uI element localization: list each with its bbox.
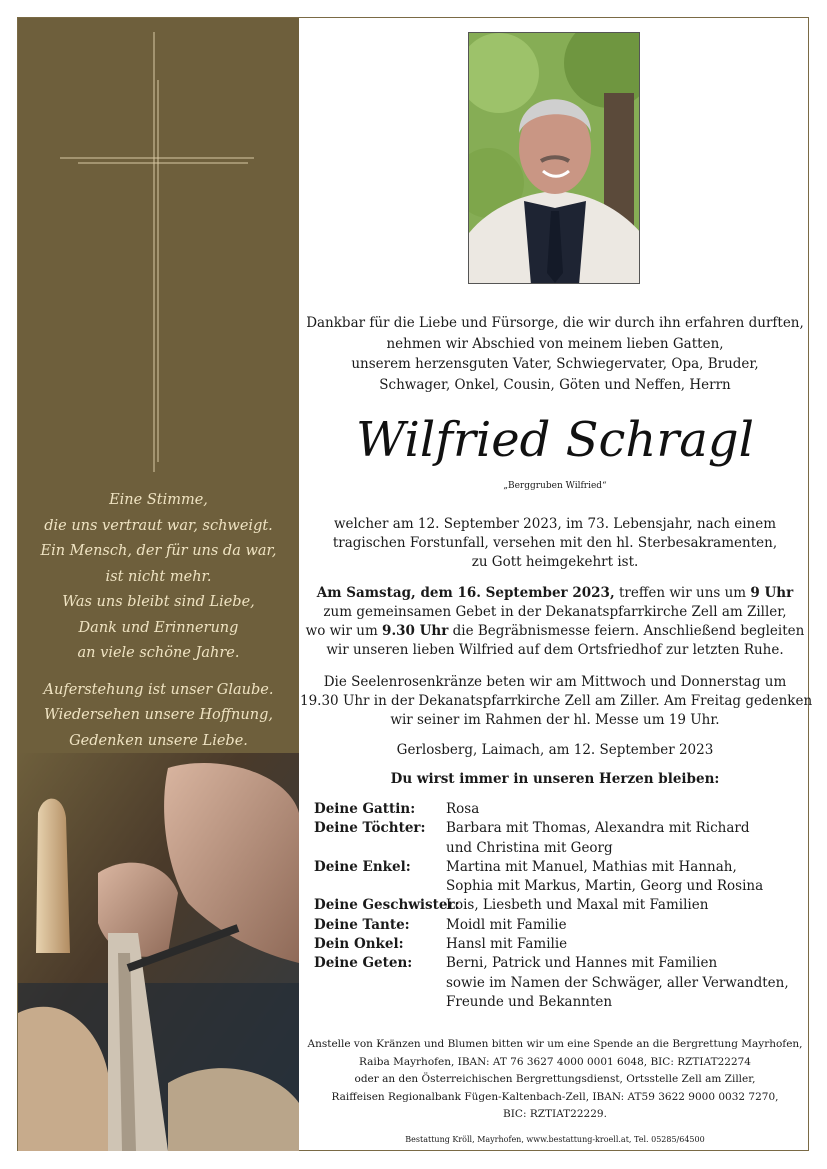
poem-stanza-2	[18, 678, 299, 755]
family-row	[314, 896, 804, 915]
family-line: Rosa	[446, 801, 480, 817]
poem-line: Auferstehung ist unser Glaube.	[43, 681, 274, 698]
donation-line: Anstelle von Kränzen und Blumen bitten wir um eine Spende an die Bergrettung Mayrhofen,	[307, 1038, 803, 1050]
funeral-line-2: zum gemeinsamen Gebet in der Dekanatspfarrkirche Zell am Ziller,	[323, 604, 787, 620]
poem-line: Ein Mensch, der für uns da war,	[40, 543, 277, 559]
family-row	[314, 954, 804, 1012]
intro-line: nehmen wir Abschied von meinem lieben Gatten,	[386, 335, 724, 352]
family-label: Deine Gattin:	[314, 801, 416, 817]
donation-line: Raiffeisen Regionalbank Fügen-Kaltenbach-Zell, IBAN: AT59 3622 9000 0032 7270,	[331, 1090, 779, 1103]
family-row	[314, 916, 804, 935]
family-row	[314, 800, 804, 819]
portrait-photo	[468, 32, 640, 284]
donation-line: BIC: RZTIAT22229.	[503, 1108, 607, 1120]
poem-line: die uns vertraut war, schweigt.	[44, 517, 273, 534]
family-label: Deine Tante:	[314, 916, 410, 933]
funeral-text: wo wir um	[305, 623, 383, 639]
family-line: Martina mit Manuel, Mathias mit Hannah,	[446, 858, 737, 875]
funeral-line-1	[300, 584, 810, 603]
family-members	[446, 954, 804, 1012]
family-line: Berni, Patrick und Hannes mit Familien	[446, 955, 718, 972]
family-line: Barbara mit Thomas, Alexandra mit Richard	[446, 820, 750, 837]
family-members	[446, 896, 804, 915]
poem-line: Was uns bleibt sind Liebe,	[62, 594, 255, 610]
family-line: sowie im Namen der Schwäger, aller Verwandten,	[446, 974, 789, 991]
intro-line: unserem herzensguten Vater, Schwiegervater, Opa, Bruder,	[351, 356, 759, 372]
family-line: Hansl mit Familie	[446, 936, 568, 953]
funeral-time: 9 Uhr	[750, 585, 794, 601]
intro-text	[300, 313, 810, 395]
rosary-line: Die Seelenrosenkränze beten wir am Mittwoch und Donnerstag um	[323, 674, 787, 690]
poem-line: an viele schöne Jahre.	[77, 645, 240, 661]
woodcarving-hands-image	[18, 753, 299, 1151]
rosary-line: wir seiner im Rahmen der hl. Messe um 19 Uhr.	[390, 712, 720, 728]
poem-line: Dank und Erinnerung	[78, 619, 239, 636]
funeral-line-3	[300, 622, 810, 641]
deceased-nickname: „Berggruben Wilfried“	[503, 481, 607, 491]
memorial-poem	[18, 488, 299, 765]
family-line: Sophia mit Markus, Martin, Georg und Rosina	[446, 878, 764, 895]
family-list	[314, 800, 804, 1012]
family-members	[446, 935, 804, 954]
family-row	[314, 935, 804, 954]
family-members	[446, 916, 804, 935]
family-label: Dein Onkel:	[314, 936, 404, 953]
place-date: Gerlosberg, Laimach, am 12. September 2023	[396, 742, 714, 758]
funeral-line-4: wir unseren lieben Wilfried auf dem Ortsfriedhof zur letzten Ruhe.	[326, 642, 784, 658]
deceased-name: Wilfried Schragl	[356, 412, 754, 468]
family-line: Moidl mit Familie	[446, 916, 567, 933]
family-members	[446, 819, 804, 858]
donation-notice	[300, 1036, 810, 1124]
intro-line: Dankbar für die Liebe und Fürsorge, die wir durch ihn erfahren durften,	[306, 315, 804, 331]
donation-line: Raiba Mayrhofen, IBAN: AT 76 3627 4000 0001 6048, BIC: RZTIAT22274	[359, 1055, 751, 1068]
funeral-text: die Begräbnismesse feiern. Anschließend begleiten	[448, 623, 805, 639]
portrait-image	[469, 33, 640, 284]
poem-stanza-1	[18, 488, 299, 667]
family-label: Deine Geschwister:	[314, 897, 460, 914]
cross-icon	[58, 32, 258, 472]
donation-line: oder an den Österreichischen Bergrettungsdienst, Ortsstelle Zell am Ziller,	[354, 1073, 756, 1085]
funeral-text: treffen wir uns um	[614, 585, 751, 601]
family-row	[314, 858, 804, 897]
rosary-details	[300, 673, 813, 730]
family-row	[314, 819, 804, 858]
death-notice-line: welcher am 12. September 2023, im 73. Lebensjahr, nach einem	[333, 516, 777, 532]
funeral-details	[300, 584, 810, 660]
family-members	[446, 858, 804, 897]
death-notice	[300, 515, 810, 572]
funeral-date: Am Samstag, dem 16. September 2023,	[316, 585, 615, 601]
intro-line: Schwager, Onkel, Cousin, Göten und Neffen, Herrn	[379, 376, 731, 393]
death-notice-line: tragischen Forstunfall, versehen mit den hl. Sterbesakramenten,	[332, 535, 778, 551]
family-members	[446, 800, 804, 819]
death-notice-line: zu Gott heimgekehrt ist.	[471, 554, 639, 570]
family-line: und Christina mit Georg	[446, 839, 613, 856]
mass-time: 9.30 Uhr	[382, 623, 449, 639]
poem-line: Eine Stimme,	[109, 492, 208, 508]
family-label: Deine Enkel:	[314, 858, 411, 875]
sidebar-panel	[18, 18, 299, 1151]
family-line: Freunde und Bekannten	[446, 993, 613, 1010]
motto: Du wirst immer in unseren Herzen bleiben:	[390, 771, 720, 787]
family-label: Deine Geten:	[314, 955, 413, 972]
poem-line: Wiedersehen unsere Hoffnung,	[44, 707, 273, 723]
rosary-line: 19.30 Uhr in der Dekanatspfarrkirche Zell am Ziller. Am Freitag gedenken	[300, 693, 813, 709]
family-line: Lois, Liesbeth und Maxal mit Familien	[446, 897, 709, 914]
poem-line: ist nicht mehr.	[105, 568, 212, 585]
poem-line: Gedenken unsere Liebe.	[69, 732, 248, 749]
family-label: Deine Töchter:	[314, 820, 426, 837]
funeral-home-footer: Bestattung Kröll, Mayrhofen, www.bestattung-kroell.at, Tel. 05285/64500	[405, 1135, 705, 1144]
